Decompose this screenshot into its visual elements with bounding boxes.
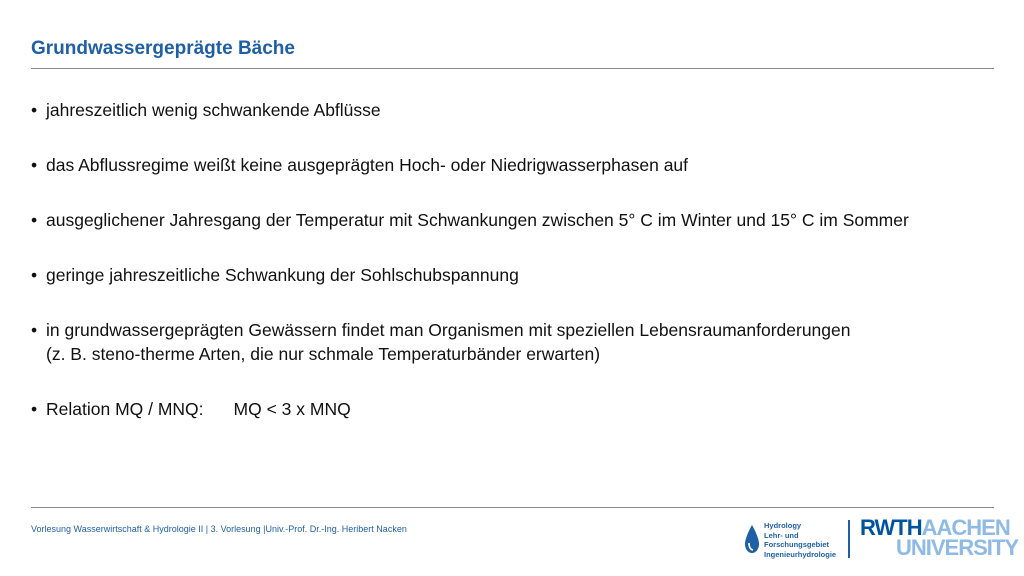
hydrology-logo-line: Forschungsgebiet: [764, 540, 830, 549]
bullet-text: jahreszeitlich wenig schwankende Abflüsse: [46, 100, 381, 120]
rwth-logo-part: AACHEN: [921, 515, 1010, 540]
bullet-text: geringe jahreszeitliche Schwankung der Sohlschubspannung: [46, 265, 519, 285]
bullet-item: [31, 397, 1006, 421]
hydrology-logo: [744, 520, 840, 562]
bullet-list: [31, 98, 1006, 452]
bullet-dot: •: [31, 399, 38, 419]
relation-line: [46, 397, 1006, 421]
bullet-dot: •: [31, 320, 38, 340]
footer-divider: [31, 507, 994, 508]
bullet-text: das Abflussregime weißt keine ausgeprägten Hoch- oder Niedrigwasserphasen auf: [46, 155, 689, 175]
hydrology-logo-line: Hydrology: [764, 521, 802, 530]
bullet-dot: •: [31, 100, 38, 120]
water-drop-icon: [744, 524, 760, 554]
page-title: Grundwassergeprägte Bäche: [31, 38, 295, 59]
bullet-dot: •: [31, 155, 38, 175]
hydrology-logo-line: Lehr- und: [764, 530, 799, 540]
rwth-logo-part: UNIVERSITY: [896, 535, 1019, 560]
logo-separator: [848, 520, 850, 558]
bullet-text: ausgeglichener Jahresgang der Temperatur mit Schwankungen zwischen 5° C im Winter und 15° C im Sommer: [46, 210, 909, 230]
bullet-text: in grundwassergeprägten Gewässern findet man Organismen mit speziellen Lebensraumanforderungen: [46, 320, 851, 340]
bullet-dot: •: [31, 265, 38, 285]
bullet-item: [31, 263, 1006, 287]
bullet-item: [31, 98, 1006, 122]
hydrology-logo-text: [764, 521, 836, 559]
bullet-item: [31, 153, 1006, 177]
bullet-item: [31, 208, 1006, 232]
rwth-logo: [860, 515, 1019, 562]
hydrology-logo-line: Ingenieurhydrologie: [764, 549, 837, 559]
bullet-item: [31, 318, 1006, 366]
relation-label: Relation MQ / MNQ:: [46, 399, 204, 419]
title-divider: [31, 68, 994, 69]
footer-text: Vorlesung Wasserwirtschaft & Hydrologie II | 3. Vorlesung |Univ.-Prof. Dr.-Ing. Heribert Nacken: [31, 524, 407, 534]
relation-value: MQ < 3 x MNQ: [233, 399, 351, 419]
rwth-logo-part: RWTH: [860, 515, 922, 540]
bullet-text-continued: (z. B. steno-therme Arten, die nur schmale Temperaturbänder erwarten): [46, 344, 601, 364]
bullet-dot: •: [31, 210, 38, 230]
